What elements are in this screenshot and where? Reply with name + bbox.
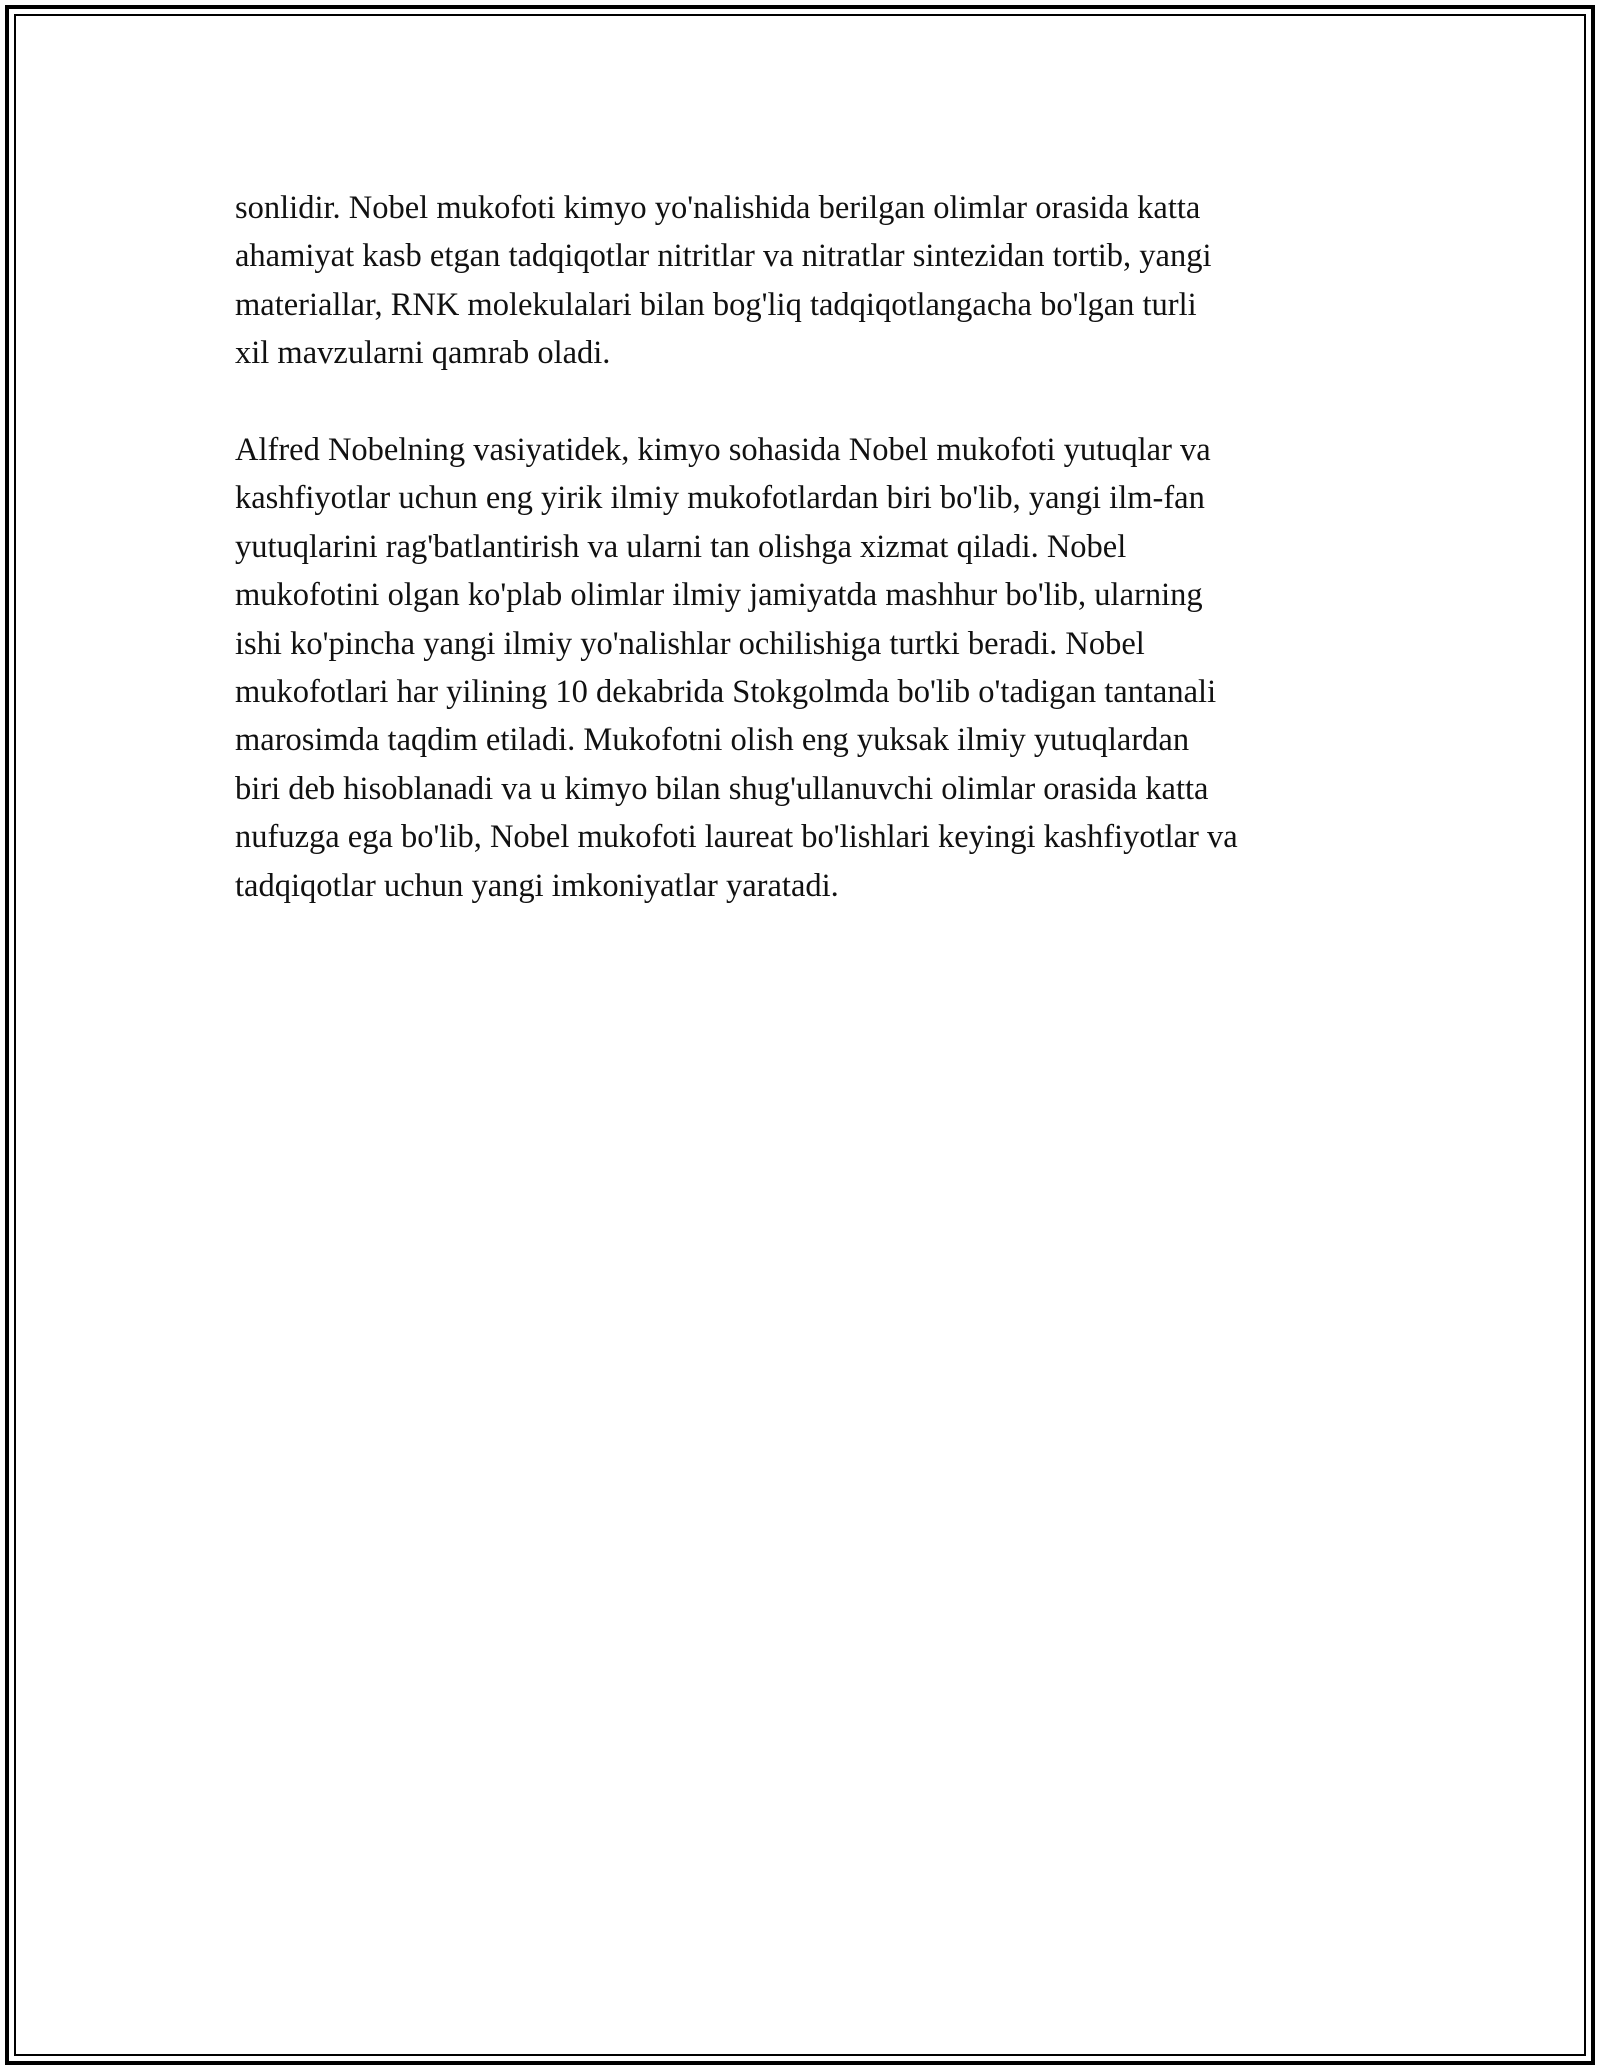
text-line: mukofotini olgan ko'plab olimlar ilmiy jamiyatda mashhur bo'lib, ularning [235,577,1203,614]
text-line: xil mavzularni qamrab oladi. [235,335,611,372]
text-line: mukofotlari har yilining 10 dekabrida Stokgolmda bo'lib o'tadigan tantanali [235,674,1217,711]
text-line: tadqiqotlar uchun yangi imkoniyatlar yaratadi. [235,867,839,904]
paragraph-1 [235,184,1375,378]
document-body [235,184,1375,910]
text-line: ishi ko'pincha yangi ilmiy yo'nalishlar ochilishiga turtki beradi. Nobel [235,625,1145,662]
text-line: sonlidir. Nobel mukofoti kimyo yo'nalishida berilgan olimlar orasida katta [235,190,1201,226]
text-line: Alfred Nobelning vasiyatidek, kimyo sohasida Nobel mukofoti yutuqlar va [235,432,1211,469]
text-line: nufuzga ega bo'lib, Nobel mukofoti laureat bo'lishlari keyingi kashfiyotlar va [235,819,1238,856]
text-line: marosimda taqdim etiladi. Mukofotni olish eng yuksak ilmiy yutuqlardan [235,722,1190,759]
text-line: materiallar, RNK molekulalari bilan bog'liq tadqiqotlangacha bo'lgan turli [235,286,1197,323]
text-line: ahamiyat kasb etgan tadqiqotlar nitritlar va nitratlar sintezidan tortib, yangi [235,238,1212,275]
paragraph-2 [235,426,1375,910]
text-line: yutuqlarini rag'batlantirish va ularni tan olishga xizmat qiladi. Nobel [235,528,1127,565]
text-line: kashfiyotlar uchun eng yirik ilmiy mukofotlardan biri bo'lib, yangi ilm-fan [235,480,1205,517]
text-line: biri deb hisoblanadi va u kimyo bilan shug'ullanuvchi olimlar orasida katta [235,770,1209,807]
